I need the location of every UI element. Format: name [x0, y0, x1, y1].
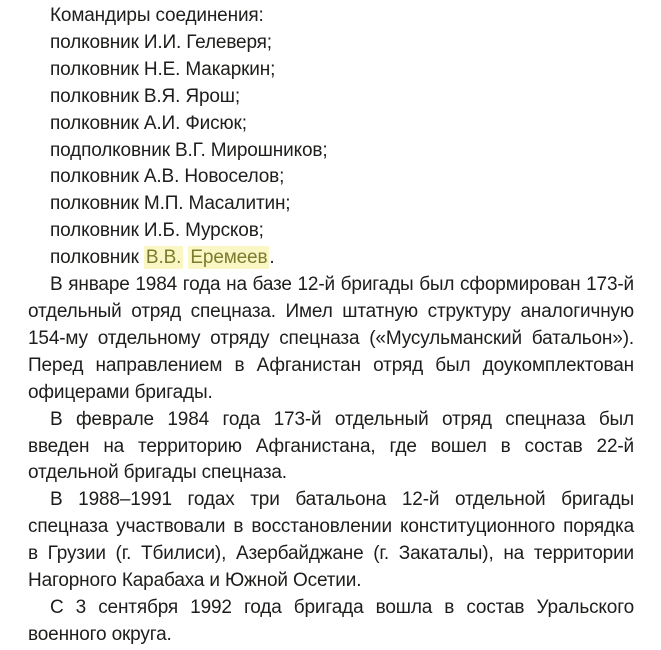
commander-item: полковник А.И. Фисюк;: [50, 112, 247, 134]
highlighted-surname: Еремеев: [190, 247, 268, 269]
commander-item: полковник Н.Е. Макаркин;: [50, 58, 276, 80]
paragraph-ural-district: С 3 сентября 1992 года бригада вошла в состав Уральского военного округа.: [28, 596, 634, 645]
commander-item: подполковник В.Г. Мирошников;: [50, 139, 328, 161]
paragraph-173rd-formation: В январе 1984 года на базе 12-й бригады был сформирован 173-й отдельный отряд спецназа. Имел штатную структуру аналогичную 154-му отдельному отряду спецназа («Мусульманский батальон»). Перед направлением в Афганистан отряд был доукомплектован офицерами бригады.: [28, 274, 634, 403]
commander-rank-text: полковник: [50, 247, 144, 269]
highlighted-initials: В.В.: [145, 247, 182, 269]
commander-item: полковник А.В. Новоселов;: [50, 166, 285, 188]
paragraph-afghanistan-entry: В феврале 1984 года 173-й отдельный отряд спецназа был введен на территорию Афганистана, где вошел в состав 22-й отдельной бригады спецназа.: [28, 408, 634, 484]
commander-item-highlighted: [50, 245, 634, 272]
commander-item: полковник И.И. Гелеверя;: [50, 31, 272, 53]
commanders-heading: Командиры соединения:: [50, 5, 264, 26]
commander-item: полковник М.П. Масалитин;: [50, 193, 291, 215]
paragraph-1988-1991-operations: В 1988–1991 годах три батальона 12-й отдельной бригады спецназа участвовали в восстановлении конституционного порядка в Грузии (г. Тбилиси), Азербайджане (г. Закаталы), на территории Нагорного Карабаха и Южной Осетии.: [28, 489, 634, 592]
commander-item: полковник И.Б. Мурсков;: [50, 220, 264, 242]
commanders-section: [28, 3, 634, 272]
sentence-period: .: [269, 247, 275, 269]
commander-item: полковник В.Я. Ярош;: [50, 85, 241, 107]
